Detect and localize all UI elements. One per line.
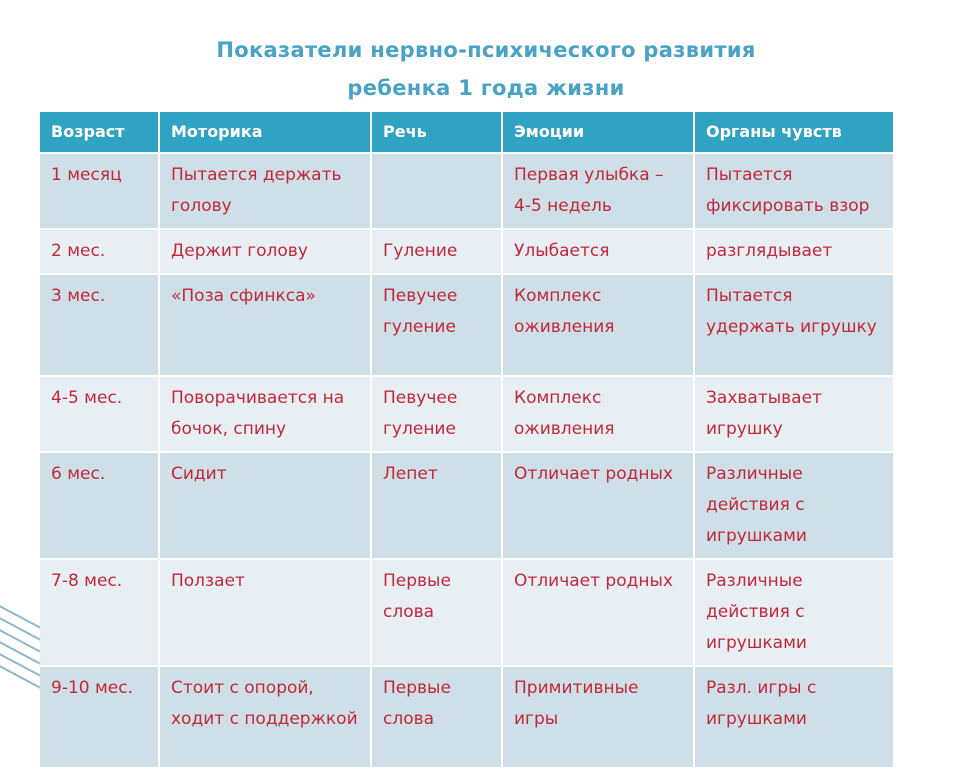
header-speech: Речь xyxy=(371,112,502,153)
header-age: Возраст xyxy=(40,112,159,153)
table-row xyxy=(40,229,894,274)
cell-age: 9-10 мес. xyxy=(40,666,159,768)
cell-emotions: Комплекс оживления xyxy=(502,376,694,452)
cell-emotions: Улыбается xyxy=(502,229,694,274)
page-title-line-2: ребенка 1 года жизни xyxy=(347,76,625,100)
cell-emotions: Первая улыбка – 4-5 недель xyxy=(502,153,694,229)
cell-speech: Певучее гуление xyxy=(371,274,502,376)
cell-senses: Пытается фиксировать взор xyxy=(694,153,894,229)
cell-speech xyxy=(371,153,502,229)
table-row xyxy=(40,376,894,452)
cell-speech: Певучее гуление xyxy=(371,376,502,452)
table-row xyxy=(40,559,894,666)
page-title-line-1: Показатели нервно-психического развития xyxy=(216,38,756,62)
cell-senses: Разл. игры с игрушками xyxy=(694,666,894,768)
cell-senses: Пытается удержать игрушку xyxy=(694,274,894,376)
cell-motor: Стоит с опорой, ходит с поддержкой xyxy=(159,666,371,768)
cell-age: 4-5 мес. xyxy=(40,376,159,452)
cell-senses: разглядывает xyxy=(694,229,894,274)
cell-senses: Захватывает игрушку xyxy=(694,376,894,452)
cell-age: 7-8 мес. xyxy=(40,559,159,666)
table-row xyxy=(40,452,894,559)
cell-motor: Поворачивается на бочок, спину xyxy=(159,376,371,452)
cell-speech: Первые слова xyxy=(371,559,502,666)
cell-senses: Различные действия с игрушками xyxy=(694,559,894,666)
cell-motor: Сидит xyxy=(159,452,371,559)
cell-emotions: Комплекс оживления xyxy=(502,274,694,376)
header-senses: Органы чувств xyxy=(694,112,894,153)
header-emotions: Эмоции xyxy=(502,112,694,153)
cell-senses: Различные действия с игрушками xyxy=(694,452,894,559)
cell-motor: Держит голову xyxy=(159,229,371,274)
table-header-row xyxy=(40,112,894,153)
development-table xyxy=(40,112,895,769)
cell-motor: «Поза сфинкса» xyxy=(159,274,371,376)
header-motor: Моторика xyxy=(159,112,371,153)
cell-motor: Пытается держать голову xyxy=(159,153,371,229)
cell-age: 3 мес. xyxy=(40,274,159,376)
cell-emotions: Отличает родных xyxy=(502,559,694,666)
cell-speech: Гуление xyxy=(371,229,502,274)
cell-age: 2 мес. xyxy=(40,229,159,274)
table-row xyxy=(40,274,894,376)
table-row xyxy=(40,153,894,229)
cell-motor: Ползает xyxy=(159,559,371,666)
cell-age: 6 мес. xyxy=(40,452,159,559)
cell-emotions: Примитивные игры xyxy=(502,666,694,768)
cell-speech: Первые слова xyxy=(371,666,502,768)
cell-age: 1 месяц xyxy=(40,153,159,229)
cell-emotions: Отличает родных xyxy=(502,452,694,559)
cell-speech: Лепет xyxy=(371,452,502,559)
table-row xyxy=(40,666,894,768)
